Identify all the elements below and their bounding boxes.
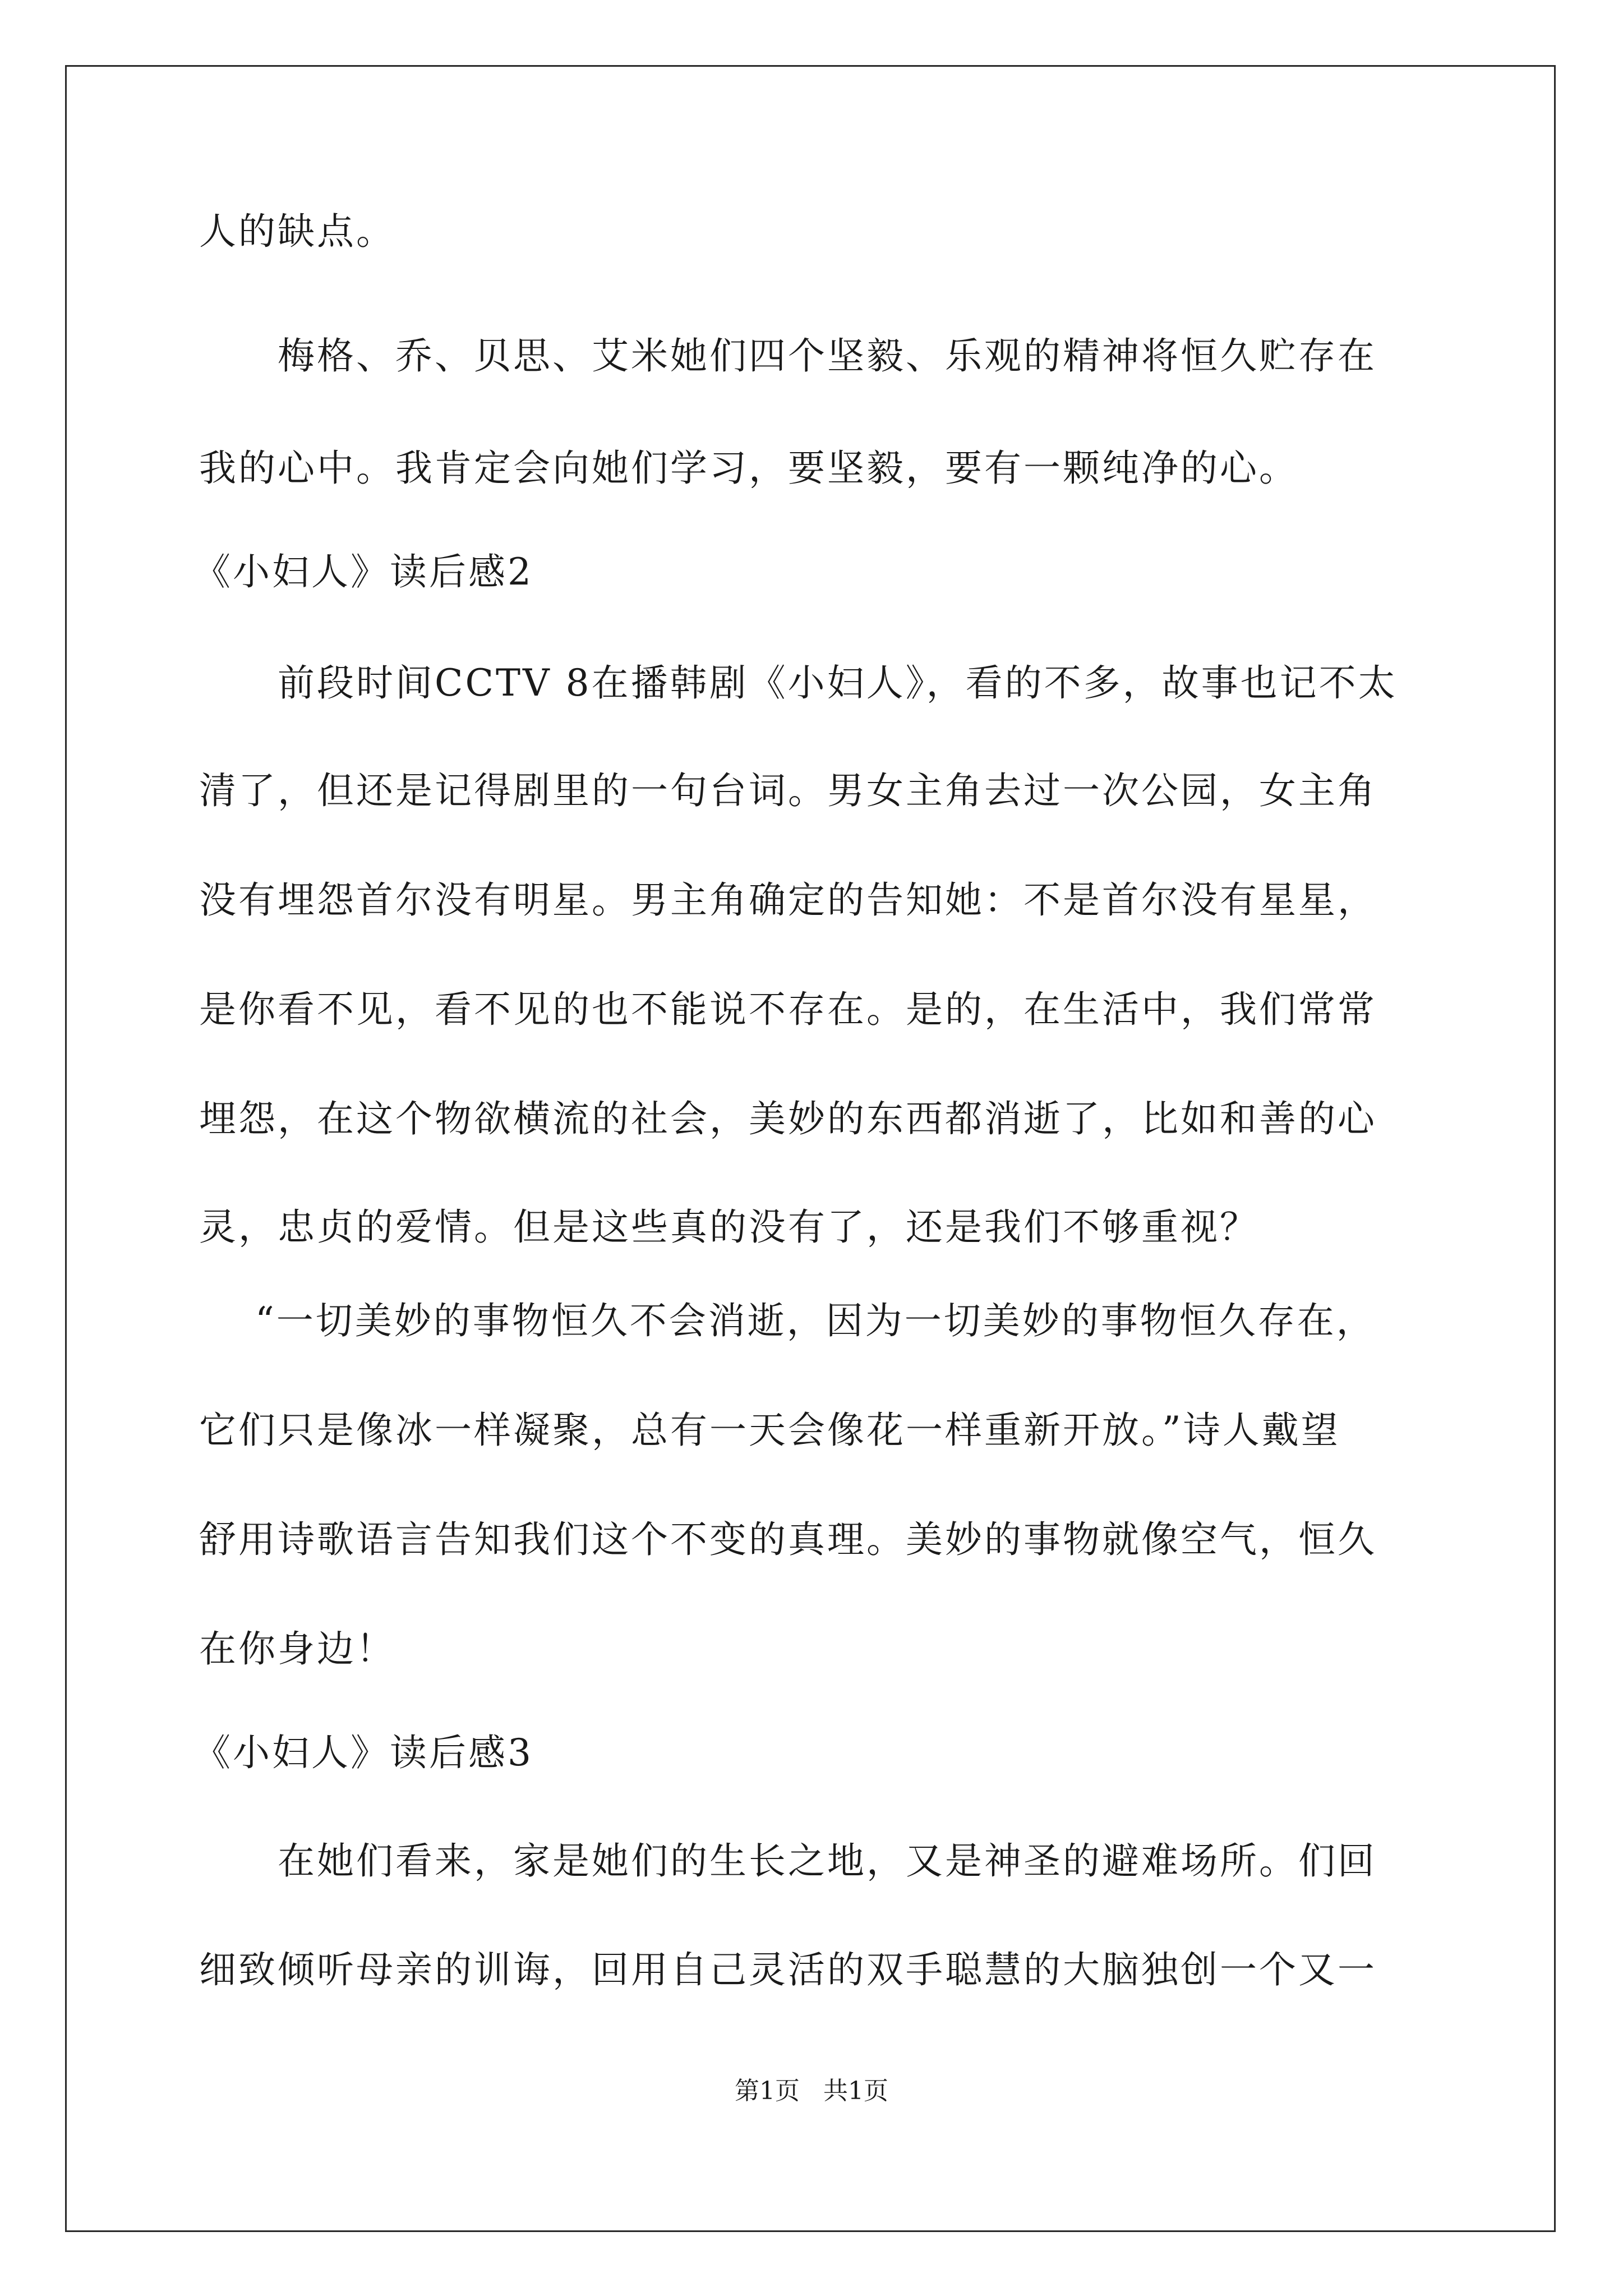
body-text-line: 在你身边！: [199, 1627, 395, 1671]
body-text-line: 清了，但还是记得剧里的一句台词。男女主角去过一次公园，女主角: [199, 769, 1377, 812]
body-text-line: 在她们看来，家是她们的生长之地，又是神圣的避难场所。们回: [278, 1839, 1377, 1883]
body-text-line: 舒用诗歌语言告知我们这个不变的真理。美妙的事物就像空气，恒久: [199, 1518, 1377, 1561]
body-text-line: 它们只是像冰一样凝聚，总有一天会像花一样重新开放。”诗人戴望: [199, 1409, 1340, 1452]
body-text-line: 细致倾听母亲的训诲，回用自己灵活的双手聪慧的大脑独创一个又一: [199, 1948, 1377, 1991]
section-heading: 《小妇人》读后感3: [193, 1731, 533, 1774]
body-text-line: 埋怨，在这个物欲横流的社会，美妙的东西都消逝了，比如和善的心: [199, 1097, 1377, 1140]
page-footer: 第1页 共1页: [735, 2077, 888, 2105]
body-text-line: “一切美妙的事物恒久不会消逝，因为一切美妙的事物恒久存在，: [255, 1299, 1376, 1342]
page-border: [65, 65, 1556, 2232]
body-text-line: 前段时间CCTV 8在播韩剧《小妇人》，看的不多，故事也记不太: [278, 661, 1398, 705]
body-text-line: 没有埋怨首尔没有明星。男主角确定的告知她：不是首尔没有星星，: [199, 878, 1377, 922]
section-heading: 《小妇人》读后感2: [193, 550, 533, 593]
body-text-line: 梅格、乔、贝思、艾米她们四个坚毅、乐观的精神将恒久贮存在: [278, 334, 1377, 378]
body-text-line: 灵，忠贞的爱情。但是这些真的没有了，还是我们不够重视？: [199, 1205, 1259, 1249]
body-text-line: 人的缺点。: [199, 210, 395, 253]
body-text-line: 我的心中。我肯定会向她们学习，要坚毅，要有一颗纯净的心。: [199, 447, 1298, 490]
body-text-line: 是你看不见，看不见的也不能说不存在。是的，在生活中，我们常常: [199, 988, 1377, 1031]
